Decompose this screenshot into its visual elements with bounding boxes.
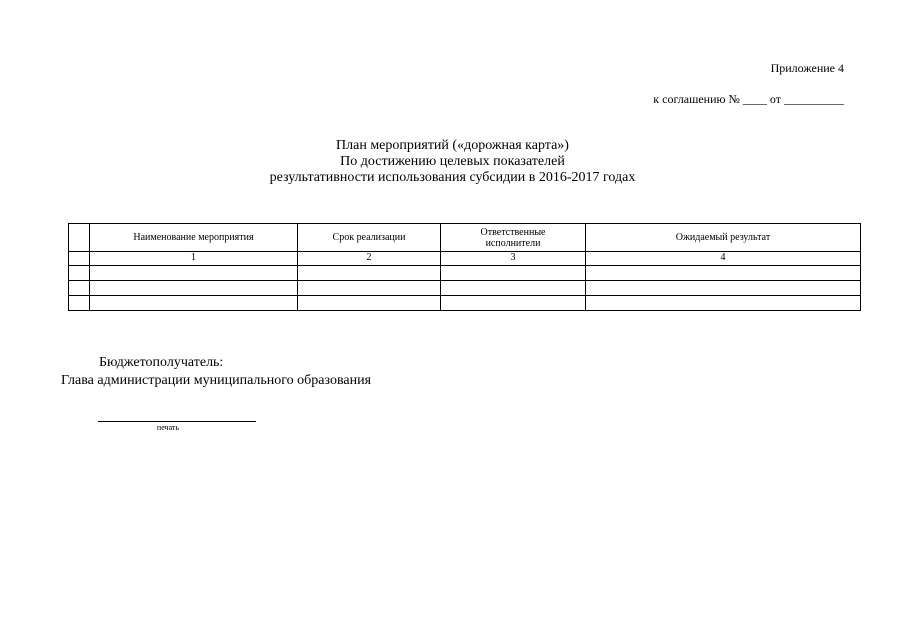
table-cell — [441, 281, 586, 296]
column-numbers-row — [69, 252, 861, 266]
column-header-responsible — [441, 224, 586, 252]
table-cell — [69, 266, 90, 281]
column-number-4: 4 — [586, 252, 861, 266]
signatory-position: Глава администрации муниципального образования — [61, 373, 372, 388]
table-cell — [586, 281, 861, 296]
table-cell — [69, 296, 90, 311]
plan-table — [68, 223, 861, 311]
table-cell — [69, 281, 90, 296]
table-cell — [298, 266, 441, 281]
table-cell — [298, 281, 441, 296]
document-title — [150, 138, 755, 186]
table-cell — [90, 296, 298, 311]
title-line-1: План мероприятий («дорожная карта») — [336, 138, 569, 153]
title-line-2: По достижению целевых показателей — [340, 154, 565, 169]
column-header-activity: Наименование мероприятия — [90, 224, 298, 252]
row-index-header-cell — [69, 224, 90, 252]
table-cell — [441, 296, 586, 311]
table-cell — [69, 252, 90, 266]
table-row — [69, 296, 861, 311]
table-cell — [441, 266, 586, 281]
table-cell — [298, 296, 441, 311]
table-cell — [586, 266, 861, 281]
title-line-3: результативности использования субсидии в 2016-2017 годах — [269, 170, 636, 185]
column-header-responsible-text: Ответственные исполнители — [480, 226, 546, 249]
column-header-deadline: Срок реализации — [298, 224, 441, 252]
table-cell — [586, 296, 861, 311]
recipient-label: Бюджетополучатель: — [99, 355, 224, 370]
table-cell — [90, 281, 298, 296]
column-number-1: 1 — [90, 252, 298, 266]
table-row — [69, 266, 861, 281]
column-header-result: Ожидаемый результат — [586, 224, 861, 252]
table-header-row — [69, 224, 861, 252]
table-cell — [90, 266, 298, 281]
appendix-label: Приложение 4 — [770, 61, 844, 75]
column-number-3: 3 — [441, 252, 586, 266]
column-number-2: 2 — [298, 252, 441, 266]
signature-line — [98, 421, 256, 422]
agreement-reference: к соглашению № ____ от __________ — [653, 92, 844, 106]
table-row — [69, 281, 861, 296]
stamp-label: печать — [156, 423, 180, 432]
